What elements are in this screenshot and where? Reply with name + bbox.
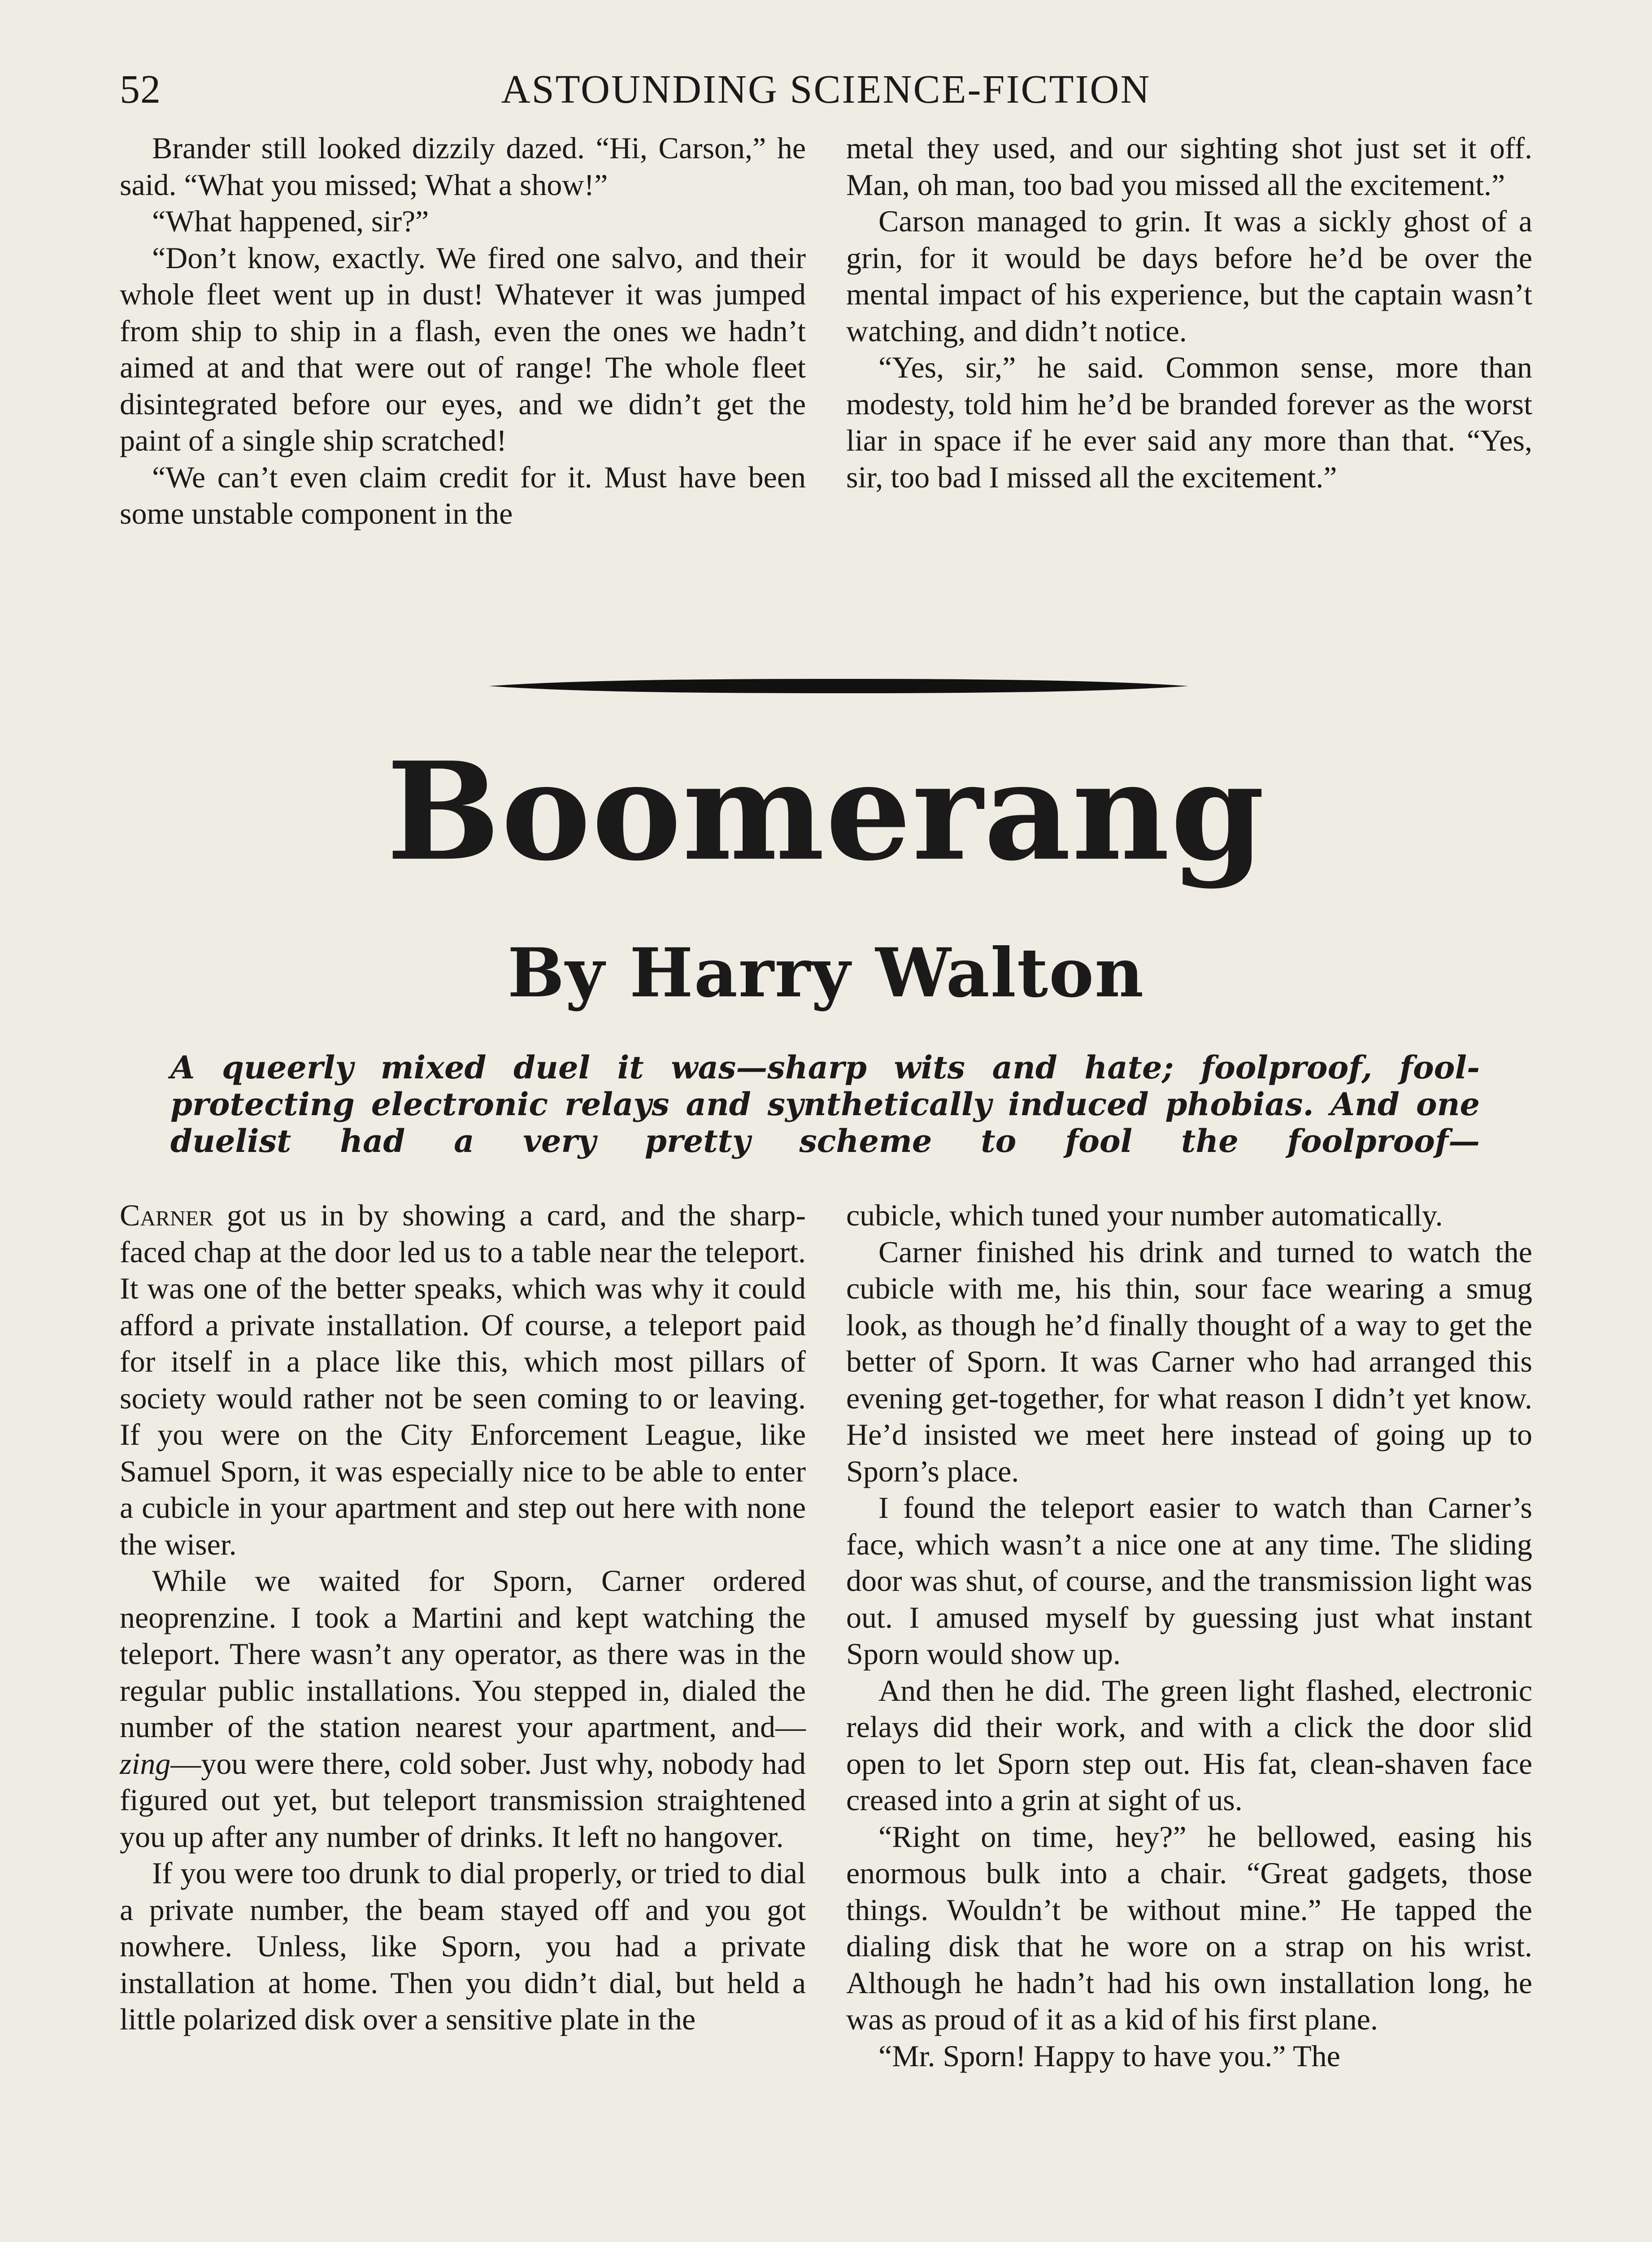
paragraph: “Don’t know, exactly. We fired one salvo, and their whole fleet went up in dust! Whatever it was jumped from ship to ship in a flash, even the ones we hadn’t aimed at and that were out of range! The whole fleet disintegrated before our eyes, and we didn’t get the paint of a single ship scratched! — [120, 240, 806, 457]
emphasis-text: zing — [120, 1746, 171, 1781]
previous-story-right-column — [846, 130, 1532, 532]
paragraph: If you were too drunk to dial properly, or tried to dial a private number, the beam stayed off and you got nowhere. Unless, like Sporn, you had a private installation at home. Then you didn’t dial, but held a little polarized disk over a sensitive plate in the — [120, 1856, 806, 2036]
paragraph: “Yes, sir,” he said. Common sense, more than modesty, told him he’d be branded forever as the worst liar in space if he ever said any more than that. “Yes, sir, too bad I missed all the excitement.” — [846, 350, 1532, 494]
paragraph: cubicle, which tuned your number automatically. — [846, 1198, 1443, 1232]
paragraph: Brander still looked dizzily dazed. “Hi, Carson,” he said. “What you missed; What a show!” — [120, 131, 806, 202]
previous-story-left-column — [120, 130, 806, 532]
magazine-title: ASTOUNDING SCIENCE-FICTION — [501, 67, 1151, 112]
paragraph — [120, 1563, 806, 1855]
paragraph: metal they used, and our sighting shot just set it off. Man, oh man, too bad you missed all the excitement.” — [846, 131, 1532, 202]
paragraph: Carner finished his drink and turned to watch the cubicle with me, his thin, sour face wearing a smug look, as though he’d finally thought of a way to get the better of Sporn. It was Carner who had arranged this evening get-together, for what reason I didn’t yet know. He’d insisted we meet here instead of going up to Sporn’s place. — [846, 1234, 1532, 1488]
running-head — [120, 63, 1532, 117]
paragraph-text: got us in by showing a card, and the sharp-faced chap at the door led us to a table near the teleport. It was one of the better speaks, which was why it could afford a private installation. Of course, a teleport paid for itself in a place like this, which most pillars of society would rather not be seen coming to or leaving. If you were on the City Enforcement League, like Samuel Sporn, it was especially nice to be able to enter a cubicle in your apartment and step out here with none the wiser. — [120, 1198, 806, 1561]
paragraph-text: While we waited for Sporn, Carner ordered neoprenzine. I took a Martini and kept watching the teleport. There wasn’t any operator, as there was in the regular public installations. You stepped in, dialed the number of the station nearest your apartment, and— — [120, 1564, 806, 1744]
paragraph: Carson managed to grin. It was a sickly ghost of a grin, for it would be days before he’d be over the mental impact of his experience, but the captain wasn’t watching, and didn’t notice. — [846, 204, 1532, 348]
story-byline: By Harry Walton — [507, 934, 1145, 1012]
previous-story-columns — [120, 130, 1532, 532]
paragraph: “We can’t even claim credit for it. Must have been some unstable component in the — [120, 460, 806, 530]
story-blurb: A queerly mixed duel it was—sharp wits and hate; foolproof, fool-protecting electronic relays and synthetically induced phobias. And one duelist had a very pretty scheme to fool the foolproof— — [170, 1049, 1480, 1160]
story-right-column — [846, 1197, 1532, 2074]
page-number: 52 — [120, 67, 161, 112]
paragraph: I found the teleport easier to watch than Carner’s face, which wasn’t a nice one at any time. The sliding door was shut, of course, and the transmission light was out. I amused myself by guessing just what instant Sporn would show up. — [846, 1490, 1532, 1671]
story-left-column — [120, 1197, 806, 2074]
story-columns — [120, 1197, 1532, 2074]
story-title: Boomerang — [386, 732, 1266, 891]
section-divider-rule — [489, 677, 1188, 695]
paragraph: “Mr. Sporn! Happy to have you.” The — [878, 2038, 1340, 2073]
paragraph: “What happened, sir?” — [152, 204, 429, 238]
drop-word: Carner — [120, 1198, 213, 1232]
paragraph-text: —you were there, cold sober. Just why, nobody had figured out yet, but teleport transmission straightened you up after any number of drinks. It left no hangover. — [120, 1746, 806, 1854]
opening-paragraph — [120, 1197, 806, 1563]
paragraph: “Right on time, hey?” he bellowed, easing his enormous bulk into a chair. “Great gadgets, those things. Wouldn’t be without mine.” He tapped the dialing disk that he wore on a strap on his wrist. Although he hadn’t had his own installation long, he was as proud of it as a kid of his first plane. — [846, 1819, 1532, 2036]
paragraph: And then he did. The green light flashed, electronic relays did their work, and with a click the door slid open to let Sporn step out. His fat, clean-shaven face creased into a grin at sight of us. — [846, 1673, 1532, 1817]
